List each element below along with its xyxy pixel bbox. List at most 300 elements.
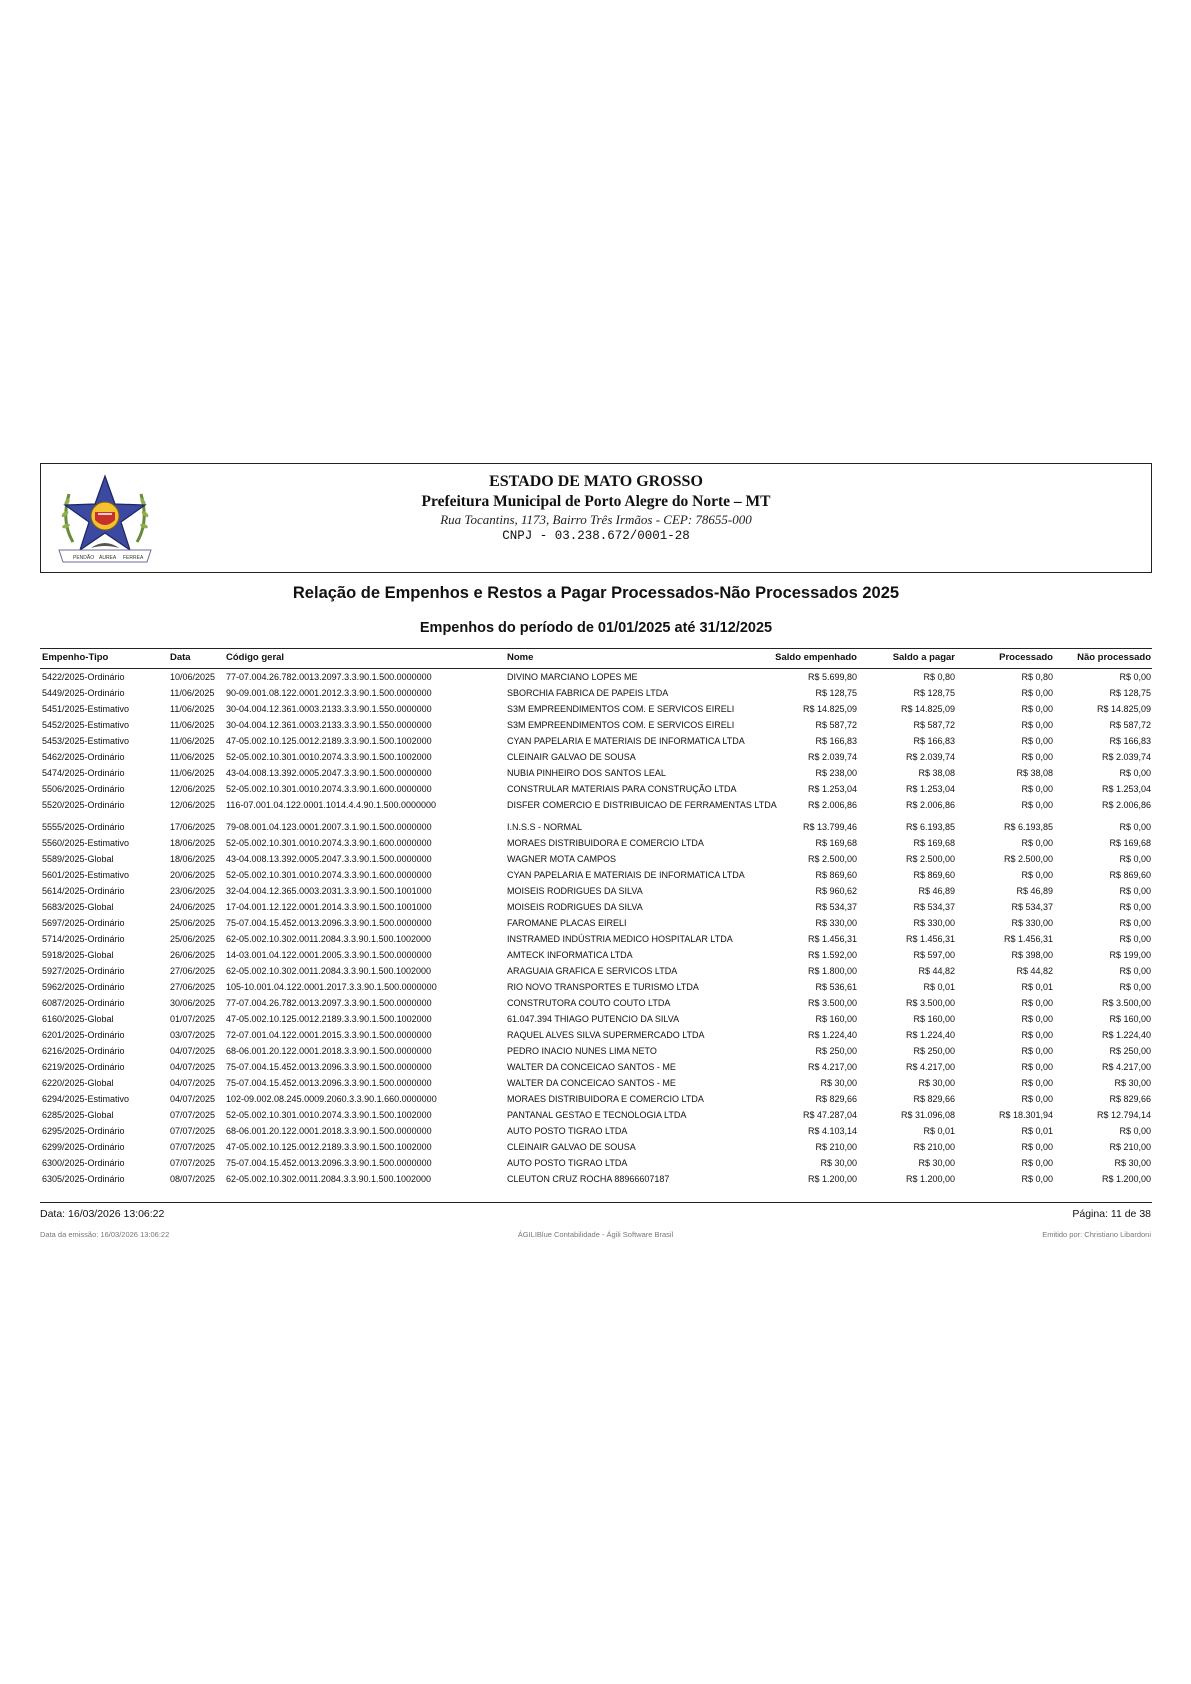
cell-saldo-empenhado: R$ 14.825,09 — [802, 704, 857, 714]
cell-codigo: 62-05.002.10.302.0011.2084.3.3.90.1.500.1002000 — [226, 966, 432, 976]
cell-codigo: 77-07.004.26.782.0013.2097.3.3.90.1.500.0000000 — [226, 672, 432, 682]
cell-saldo-pagar: R$ 250,00 — [913, 1046, 955, 1056]
cell-nome: PEDRO INACIO NUNES LIMA NETO — [507, 1046, 657, 1056]
table-row — [0, 669, 1191, 685]
cell-saldo-pagar: R$ 829,66 — [913, 1094, 955, 1104]
cell-codigo: 72-07.001.04.122.0001.2015.3.3.90.1.500.0000000 — [226, 1030, 432, 1040]
crest-motto-3: FERREA — [123, 555, 144, 561]
cell-saldo-empenhado: R$ 2.006,86 — [807, 800, 857, 810]
cell-processado: R$ 0,00 — [1021, 838, 1053, 848]
cell-saldo-pagar: R$ 2.006,86 — [905, 800, 955, 810]
cell-nao-processado: R$ 587,72 — [1109, 720, 1151, 730]
cell-empenho: 5683/2025-Global — [42, 902, 114, 912]
report-title: Relação de Empenhos e Restos a Pagar Processados-Não Processados 2025 — [292, 584, 900, 602]
cell-saldo-empenhado: R$ 166,83 — [815, 736, 857, 746]
cell-saldo-empenhado: R$ 960,62 — [815, 886, 857, 896]
cell-data: 12/06/2025 — [170, 784, 216, 794]
cell-nao-processado: R$ 4.217,00 — [1101, 1062, 1151, 1072]
address: Rua Tocantins, 1173, Bairro Três Irmãos - CEP: 78655-000 — [440, 512, 752, 527]
cell-saldo-empenhado: R$ 238,00 — [815, 768, 857, 778]
state-name: ESTADO DE MATO GROSSO — [489, 473, 703, 490]
cell-processado: R$ 0,01 — [1021, 982, 1053, 992]
cell-nome: MORAES DISTRIBUIDORA E COMERCIO LTDA — [507, 838, 704, 848]
cell-nome: CLEUTON CRUZ ROCHA 88966607187 — [507, 1174, 670, 1184]
cell-saldo-empenhado: R$ 5.699,80 — [807, 672, 857, 682]
cell-saldo-pagar: R$ 6.193,85 — [905, 822, 955, 832]
cell-saldo-empenhado: R$ 1.800,00 — [807, 966, 857, 976]
cell-empenho: 6220/2025-Global — [42, 1078, 114, 1088]
cell-codigo: 90-09.001.08.122.0001.2012.3.3.90.1.500.0000000 — [226, 688, 432, 698]
cell-saldo-empenhado: R$ 13.799,46 — [802, 822, 857, 832]
table-row — [0, 1027, 1191, 1043]
cell-nome: AMTECK INFORMATICA LTDA — [507, 950, 633, 960]
cell-empenho: 6305/2025-Ordinário — [42, 1174, 125, 1184]
cell-processado: R$ 0,01 — [1021, 1126, 1053, 1136]
cell-empenho: 5927/2025-Ordinário — [42, 966, 125, 976]
cell-codigo: 14-03.001.04.122.0001.2005.3.3.90.1.500.0000000 — [226, 950, 432, 960]
cell-nao-processado: R$ 0,00 — [1119, 1126, 1151, 1136]
cell-codigo: 47-05.002.10.125.0012.2189.3.3.90.1.500.1002000 — [226, 736, 432, 746]
cell-data: 11/06/2025 — [170, 704, 215, 714]
cell-saldo-pagar: R$ 166,83 — [913, 736, 955, 746]
cell-nao-processado: R$ 166,83 — [1109, 736, 1151, 746]
cell-empenho: 5601/2025-Estimativo — [42, 870, 130, 880]
cell-nao-processado: R$ 160,00 — [1109, 1014, 1151, 1024]
cell-data: 30/06/2025 — [170, 998, 216, 1008]
cell-saldo-pagar: R$ 0,80 — [923, 672, 955, 682]
table-row — [0, 765, 1191, 781]
cell-data: 27/06/2025 — [170, 966, 216, 976]
cell-nao-processado: R$ 0,00 — [1119, 934, 1151, 944]
cell-saldo-pagar: R$ 2.500,00 — [905, 854, 955, 864]
table-row — [0, 1059, 1191, 1075]
cell-data: 12/06/2025 — [170, 800, 216, 810]
cell-data: 07/07/2025 — [170, 1142, 216, 1152]
cell-saldo-empenhado: R$ 1.592,00 — [807, 950, 857, 960]
cell-nome: FAROMANE PLACAS EIRELI — [507, 918, 627, 928]
cell-processado: R$ 0,00 — [1021, 870, 1053, 880]
cell-codigo: 43-04.008.13.392.0005.2047.3.3.90.1.500.0000000 — [226, 854, 432, 864]
table-row — [0, 819, 1191, 835]
cell-data: 08/07/2025 — [170, 1174, 216, 1184]
cell-codigo: 30-04.004.12.361.0003.2133.3.3.90.1.550.0000000 — [226, 720, 432, 730]
cell-nao-processado: R$ 12.794,14 — [1096, 1110, 1151, 1120]
cell-empenho: 6294/2025-Estimativo — [42, 1094, 130, 1104]
cell-nao-processado: R$ 0,00 — [1119, 822, 1151, 832]
cell-empenho: 5506/2025-Ordinário — [42, 784, 125, 794]
cell-empenho: 5555/2025-Ordinário — [42, 822, 125, 832]
cell-codigo: 17-04.001.12.122.0001.2014.3.3.90.1.500.1001000 — [226, 902, 432, 912]
cell-processado: R$ 1.456,31 — [1003, 934, 1053, 944]
header-top-rule — [40, 648, 1152, 649]
cell-saldo-empenhado: R$ 330,00 — [815, 918, 857, 928]
cell-saldo-pagar: R$ 1.253,04 — [905, 784, 955, 794]
cell-empenho: 5560/2025-Estimativo — [42, 838, 130, 848]
cell-empenho: 5918/2025-Global — [42, 950, 114, 960]
cell-processado: R$ 46,89 — [1016, 886, 1053, 896]
cell-nome: RIO NOVO TRANSPORTES E TURISMO LTDA — [507, 982, 699, 992]
cell-data: 17/06/2025 — [170, 822, 216, 832]
cell-saldo-empenhado: R$ 128,75 — [815, 688, 857, 698]
cell-nome: DIVINO MARCIANO LOPES ME — [507, 672, 638, 682]
col-processado: Processado — [999, 652, 1053, 663]
cell-data: 04/07/2025 — [170, 1078, 216, 1088]
cell-data: 07/07/2025 — [170, 1126, 216, 1136]
cell-data: 11/06/2025 — [170, 720, 215, 730]
cell-data: 18/06/2025 — [170, 838, 216, 848]
cell-codigo: 77-07.004.26.782.0013.2097.3.3.90.1.500.0000000 — [226, 998, 432, 1008]
cell-empenho: 5589/2025-Global — [42, 854, 114, 864]
cell-nome: MOISEIS RODRIGUES DA SILVA — [507, 902, 643, 912]
cell-saldo-empenhado: R$ 2.039,74 — [807, 752, 857, 762]
cell-empenho: 6295/2025-Ordinário — [42, 1126, 125, 1136]
col-data: Data — [170, 652, 191, 663]
cell-empenho: 6219/2025-Ordinário — [42, 1062, 125, 1072]
cell-codigo: 30-04.004.12.361.0003.2133.3.3.90.1.550.0000000 — [226, 704, 432, 714]
cell-nao-processado: R$ 0,00 — [1119, 918, 1151, 928]
cell-processado: R$ 0,00 — [1021, 1094, 1053, 1104]
cell-nao-processado: R$ 30,00 — [1114, 1158, 1151, 1168]
cell-processado: R$ 0,00 — [1021, 1142, 1053, 1152]
cell-nao-processado: R$ 0,00 — [1119, 966, 1151, 976]
cell-saldo-pagar: R$ 2.039,74 — [905, 752, 955, 762]
cell-saldo-pagar: R$ 587,72 — [913, 720, 955, 730]
cell-empenho: 5520/2025-Ordinário — [42, 800, 125, 810]
cell-empenho: 6285/2025-Global — [42, 1110, 114, 1120]
table-row — [0, 867, 1191, 883]
cell-saldo-pagar: R$ 169,68 — [913, 838, 955, 848]
cell-nao-processado: R$ 0,00 — [1119, 902, 1151, 912]
table-row — [0, 1171, 1191, 1187]
cell-data: 24/06/2025 — [170, 902, 216, 912]
cell-empenho: 5714/2025-Ordinário — [42, 934, 125, 944]
cell-empenho: 5422/2025-Ordinário — [42, 672, 125, 682]
cell-processado: R$ 534,37 — [1011, 902, 1053, 912]
cell-empenho: 6201/2025-Ordinário — [42, 1030, 125, 1040]
cell-codigo: 102-09.002.08.245.0009.2060.3.3.90.1.660.0000000 — [226, 1094, 437, 1104]
cell-codigo: 52-05.002.10.301.0010.2074.3.3.90.1.500.1002000 — [226, 752, 432, 762]
cell-saldo-empenhado: R$ 210,00 — [815, 1142, 857, 1152]
cell-nao-processado: R$ 14.825,09 — [1096, 704, 1151, 714]
cell-saldo-pagar: R$ 160,00 — [913, 1014, 955, 1024]
cell-saldo-empenhado: R$ 1.456,31 — [807, 934, 857, 944]
cell-nome: WAGNER MOTA CAMPOS — [507, 854, 617, 864]
footer-page-number: Página: 11 de 38 — [1072, 1208, 1151, 1220]
cell-data: 04/07/2025 — [170, 1094, 216, 1104]
col-codigo: Código geral — [226, 652, 285, 663]
cell-saldo-pagar: R$ 534,37 — [913, 902, 955, 912]
table-row — [0, 781, 1191, 797]
cell-nao-processado: R$ 0,00 — [1119, 982, 1151, 992]
cell-saldo-empenhado: R$ 160,00 — [815, 1014, 857, 1024]
cell-data: 27/06/2025 — [170, 982, 216, 992]
cell-data: 25/06/2025 — [170, 918, 216, 928]
cell-saldo-pagar: R$ 210,00 — [913, 1142, 955, 1152]
cell-codigo: 32-04.004.12.365.0003.2031.3.3.90.1.500.1001000 — [226, 886, 432, 896]
cell-processado: R$ 0,00 — [1021, 736, 1053, 746]
cell-processado: R$ 0,00 — [1021, 1174, 1053, 1184]
cell-nome: S3M EMPREENDIMENTOS COM. E SERVICOS EIRELI — [507, 704, 735, 714]
footer-emission-date: Data da emissão: 16/03/2026 13:06:22 — [40, 1230, 170, 1239]
cell-saldo-pagar: R$ 31.096,08 — [900, 1110, 955, 1120]
period-title: Empenhos do período de 01/01/2025 até 31/12/2025 — [419, 620, 773, 636]
cell-codigo: 75-07.004.15.452.0013.2096.3.3.90.1.500.0000000 — [226, 1062, 432, 1072]
cell-data: 11/06/2025 — [170, 688, 215, 698]
table-row — [0, 1011, 1191, 1027]
cell-nao-processado: R$ 829,66 — [1109, 1094, 1151, 1104]
cell-processado: R$ 0,00 — [1021, 1158, 1053, 1168]
cell-processado: R$ 44,82 — [1016, 966, 1053, 976]
cell-nao-processado: R$ 199,00 — [1109, 950, 1151, 960]
cell-processado: R$ 0,00 — [1021, 784, 1053, 794]
cell-processado: R$ 18.301,94 — [998, 1110, 1053, 1120]
table-row — [0, 685, 1191, 701]
cell-processado: R$ 6.193,85 — [1003, 822, 1053, 832]
cell-processado: R$ 0,00 — [1021, 720, 1053, 730]
cell-data: 04/07/2025 — [170, 1062, 216, 1072]
table-row — [0, 1075, 1191, 1091]
table-row — [0, 733, 1191, 749]
cell-saldo-empenhado: R$ 869,60 — [815, 870, 857, 880]
cell-codigo: 52-05.002.10.301.0010.2074.3.3.90.1.600.0000000 — [226, 784, 432, 794]
cell-saldo-empenhado: R$ 3.500,00 — [807, 998, 857, 1008]
cell-saldo-pagar: R$ 128,75 — [913, 688, 955, 698]
cell-saldo-pagar: R$ 44,82 — [918, 966, 955, 976]
cell-codigo: 52-05.002.10.301.0010.2074.3.3.90.1.600.0000000 — [226, 870, 432, 880]
cell-empenho: 5614/2025-Ordinário — [42, 886, 125, 896]
cell-saldo-pagar: R$ 4.217,00 — [905, 1062, 955, 1072]
cell-processado: R$ 0,80 — [1021, 672, 1053, 682]
crest-motto-1: PENDÃO — [73, 555, 95, 561]
cell-processado: R$ 0,00 — [1021, 998, 1053, 1008]
cell-nao-processado: R$ 250,00 — [1109, 1046, 1151, 1056]
table-row — [0, 717, 1191, 733]
cell-codigo: 75-07.004.15.452.0013.2096.3.3.90.1.500.0000000 — [226, 1158, 432, 1168]
cell-data: 04/07/2025 — [170, 1046, 216, 1056]
cell-nome: ARAGUAIA GRAFICA E SERVICOS LTDA — [507, 966, 678, 976]
cell-processado: R$ 0,00 — [1021, 1046, 1053, 1056]
empenhos-table-body — [0, 669, 1191, 1187]
cell-saldo-pagar: R$ 869,60 — [913, 870, 955, 880]
cell-processado: R$ 0,00 — [1021, 1014, 1053, 1024]
table-row — [0, 1123, 1191, 1139]
cell-nao-processado: R$ 1.253,04 — [1101, 784, 1151, 794]
cell-nao-processado: R$ 169,68 — [1109, 838, 1151, 848]
cell-nao-processado: R$ 128,75 — [1109, 688, 1151, 698]
cell-nome: I.N.S.S - NORMAL — [507, 822, 583, 832]
cell-empenho: 6300/2025-Ordinário — [42, 1158, 125, 1168]
cell-nao-processado: R$ 0,00 — [1119, 768, 1151, 778]
table-row — [0, 797, 1191, 819]
col-nome: Nome — [507, 652, 534, 663]
cell-nao-processado: R$ 0,00 — [1119, 672, 1151, 682]
cell-saldo-pagar: R$ 597,00 — [913, 950, 955, 960]
cell-data: 23/06/2025 — [170, 886, 216, 896]
cell-empenho: 5962/2025-Ordinário — [42, 982, 125, 992]
cell-data: 11/06/2025 — [170, 752, 215, 762]
cell-nao-processado: R$ 210,00 — [1109, 1142, 1151, 1152]
cell-codigo: 52-05.002.10.301.0010.2074.3.3.90.1.600.0000000 — [226, 838, 432, 848]
cell-saldo-empenhado: R$ 1.253,04 — [807, 784, 857, 794]
cell-nome: CONSTRULAR MATERIAIS PARA CONSTRUÇÃO LTDA — [507, 784, 737, 794]
cell-processado: R$ 0,00 — [1021, 688, 1053, 698]
col-empenho: Empenho-Tipo — [42, 652, 109, 663]
cell-nome: SBORCHIA FABRICA DE PAPEIS LTDA — [507, 688, 669, 698]
cell-nao-processado: R$ 0,00 — [1119, 854, 1151, 864]
cell-processado: R$ 0,00 — [1021, 800, 1053, 810]
cell-data: 11/06/2025 — [170, 768, 215, 778]
cell-saldo-pagar: R$ 330,00 — [913, 918, 955, 928]
cell-codigo: 62-05.002.10.302.0011.2084.3.3.90.1.500.1002000 — [226, 934, 432, 944]
cell-nome: WALTER DA CONCEICAO SANTOS - ME — [507, 1062, 676, 1072]
cnpj: CNPJ - 03.238.672/0001-28 — [502, 529, 690, 543]
cell-data: 20/06/2025 — [170, 870, 216, 880]
cell-saldo-pagar: R$ 0,01 — [923, 982, 955, 992]
cell-nome: 61.047.394 THIAGO PUTENCIO DA SILVA — [507, 1014, 680, 1024]
cell-saldo-pagar: R$ 30,00 — [918, 1158, 955, 1168]
cell-saldo-empenhado: R$ 829,66 — [815, 1094, 857, 1104]
cell-saldo-empenhado: R$ 1.200,00 — [807, 1174, 857, 1184]
cell-empenho: 6087/2025-Ordinário — [42, 998, 125, 1008]
cell-empenho: 6160/2025-Global — [42, 1014, 114, 1024]
cell-nome: CLEINAIR GALVAO DE SOUSA — [507, 752, 636, 762]
cell-saldo-pagar: R$ 46,89 — [918, 886, 955, 896]
cell-nao-processado: R$ 3.500,00 — [1101, 998, 1151, 1008]
table-row — [0, 1139, 1191, 1155]
cell-data: 11/06/2025 — [170, 736, 215, 746]
cell-nome: PANTANAL GESTAO E TECNOLOGIA LTDA — [507, 1110, 687, 1120]
footer-date: Data: 16/03/2026 13:06:22 — [40, 1208, 165, 1220]
table-row — [0, 1091, 1191, 1107]
cell-nome: AUTO POSTO TIGRAO LTDA — [507, 1126, 628, 1136]
table-row — [0, 851, 1191, 867]
cell-nome: WALTER DA CONCEICAO SANTOS - ME — [507, 1078, 676, 1088]
cell-processado: R$ 38,08 — [1016, 768, 1053, 778]
cell-codigo: 105-10.001.04.122.0001.2017.3.3.90.1.500.0000000 — [226, 982, 437, 992]
cell-saldo-empenhado: R$ 4.217,00 — [807, 1062, 857, 1072]
cell-nome: CLEINAIR GALVAO DE SOUSA — [507, 1142, 636, 1152]
cell-processado: R$ 0,00 — [1021, 1078, 1053, 1088]
table-row — [0, 915, 1191, 931]
cell-processado: R$ 0,00 — [1021, 752, 1053, 762]
cell-nome: DISFER COMERCIO E DISTRIBUICAO DE FERRAMENTAS LTDA — [507, 800, 777, 810]
cell-nome: MORAES DISTRIBUIDORA E COMERCIO LTDA — [507, 1094, 704, 1104]
cell-saldo-empenhado: R$ 587,72 — [815, 720, 857, 730]
cell-processado: R$ 398,00 — [1011, 950, 1053, 960]
cell-processado: R$ 0,00 — [1021, 704, 1053, 714]
cell-nome: RAQUEL ALVES SILVA SUPERMERCADO LTDA — [507, 1030, 705, 1040]
cell-nao-processado: R$ 0,00 — [1119, 886, 1151, 896]
cell-saldo-empenhado: R$ 30,00 — [820, 1078, 857, 1088]
cell-codigo: 75-07.004.15.452.0013.2096.3.3.90.1.500.0000000 — [226, 1078, 432, 1088]
cell-saldo-empenhado: R$ 4.103,14 — [807, 1126, 857, 1136]
cell-empenho: 6299/2025-Ordinário — [42, 1142, 125, 1152]
table-row — [0, 899, 1191, 915]
cell-empenho: 5697/2025-Ordinário — [42, 918, 125, 928]
cell-codigo: 68-06.001.20.122.0001.2018.3.3.90.1.500.0000000 — [226, 1126, 432, 1136]
cell-saldo-pagar: R$ 30,00 — [918, 1078, 955, 1088]
table-row — [0, 979, 1191, 995]
cell-data: 10/06/2025 — [170, 672, 216, 682]
col-saldo-pagar: Saldo a pagar — [892, 652, 955, 663]
cell-data: 03/07/2025 — [170, 1030, 216, 1040]
cell-saldo-empenhado: R$ 2.500,00 — [807, 854, 857, 864]
cell-saldo-pagar: R$ 3.500,00 — [905, 998, 955, 1008]
cell-saldo-empenhado: R$ 250,00 — [815, 1046, 857, 1056]
cell-saldo-empenhado: R$ 47.287,04 — [802, 1110, 857, 1120]
cell-saldo-pagar: R$ 1.456,31 — [905, 934, 955, 944]
cell-saldo-pagar: R$ 1.200,00 — [905, 1174, 955, 1184]
table-row — [0, 995, 1191, 1011]
table-row — [0, 1155, 1191, 1171]
cell-data: 25/06/2025 — [170, 934, 216, 944]
cell-codigo: 116-07.001.04.122.0001.1014.4.4.90.1.500.0000000 — [226, 800, 437, 810]
cell-nome: MOISEIS RODRIGUES DA SILVA — [507, 886, 643, 896]
prefeitura-name: Prefeitura Municipal de Porto Alegre do Norte – MT — [421, 493, 771, 510]
col-nao-processado: Não processado — [1077, 652, 1151, 663]
cell-saldo-empenhado: R$ 1.224,40 — [807, 1030, 857, 1040]
table-row — [0, 749, 1191, 765]
cell-codigo: 47-05.002.10.125.0012.2189.3.3.90.1.500.1002000 — [226, 1142, 432, 1152]
cell-nao-processado: R$ 1.200,00 — [1101, 1174, 1151, 1184]
table-row — [0, 883, 1191, 899]
cell-saldo-pagar: R$ 1.224,40 — [905, 1030, 955, 1040]
cell-saldo-empenhado: R$ 169,68 — [815, 838, 857, 848]
cell-empenho: 5462/2025-Ordinário — [42, 752, 125, 762]
cell-empenho: 5449/2025-Ordinário — [42, 688, 125, 698]
footer-issued-by: Emitido por: Christiano Libardoni — [1042, 1230, 1151, 1239]
table-row — [0, 701, 1191, 717]
crest-motto-2: ÁUREA — [99, 555, 117, 561]
table-row — [0, 963, 1191, 979]
cell-nome: CYAN PAPELARIA E MATERIAIS DE INFORMATICA LTDA — [507, 870, 745, 880]
cell-nao-processado: R$ 2.006,86 — [1101, 800, 1151, 810]
cell-nome: CONSTRUTORA COUTO COUTO LTDA — [507, 998, 671, 1008]
cell-nome: S3M EMPREENDIMENTOS COM. E SERVICOS EIRELI — [507, 720, 735, 730]
col-saldo-empenhado: Saldo empenhado — [775, 652, 857, 663]
cell-empenho: 5452/2025-Estimativo — [42, 720, 130, 730]
cell-nao-processado: R$ 1.224,40 — [1101, 1030, 1151, 1040]
cell-nome: AUTO POSTO TIGRAO LTDA — [507, 1158, 628, 1168]
cell-nome: NUBIA PINHEIRO DOS SANTOS LEAL — [507, 768, 666, 778]
cell-empenho: 5474/2025-Ordinário — [42, 768, 125, 778]
cell-data: 18/06/2025 — [170, 854, 216, 864]
footer-software: ÁGILIBlue Contabilidade - Ágili Software Brasil — [517, 1230, 674, 1239]
cell-empenho: 5453/2025-Estimativo — [42, 736, 130, 746]
cell-saldo-pagar: R$ 38,08 — [918, 768, 955, 778]
table-row — [0, 835, 1191, 851]
cell-nao-processado: R$ 869,60 — [1109, 870, 1151, 880]
cell-data: 07/07/2025 — [170, 1110, 216, 1120]
letterhead-text — [41, 472, 1151, 544]
cell-saldo-pagar: R$ 0,01 — [923, 1126, 955, 1136]
cell-saldo-pagar: R$ 14.825,09 — [900, 704, 955, 714]
cell-codigo: 68-06.001.20.122.0001.2018.3.3.90.1.500.0000000 — [226, 1046, 432, 1056]
cell-nao-processado: R$ 30,00 — [1114, 1078, 1151, 1088]
cell-saldo-empenhado: R$ 534,37 — [815, 902, 857, 912]
cell-data: 07/07/2025 — [170, 1158, 216, 1168]
table-row — [0, 1043, 1191, 1059]
table-row — [0, 1107, 1191, 1123]
cell-data: 01/07/2025 — [170, 1014, 216, 1024]
letterhead — [40, 463, 1152, 573]
cell-nao-processado: R$ 2.039,74 — [1101, 752, 1151, 762]
cell-codigo: 43-04.008.13.392.0005.2047.3.3.90.1.500.0000000 — [226, 768, 432, 778]
cell-empenho: 5451/2025-Estimativo — [42, 704, 130, 714]
table-row — [0, 931, 1191, 947]
cell-codigo: 47-05.002.10.125.0012.2189.3.3.90.1.500.1002000 — [226, 1014, 432, 1024]
cell-processado: R$ 330,00 — [1011, 918, 1053, 928]
